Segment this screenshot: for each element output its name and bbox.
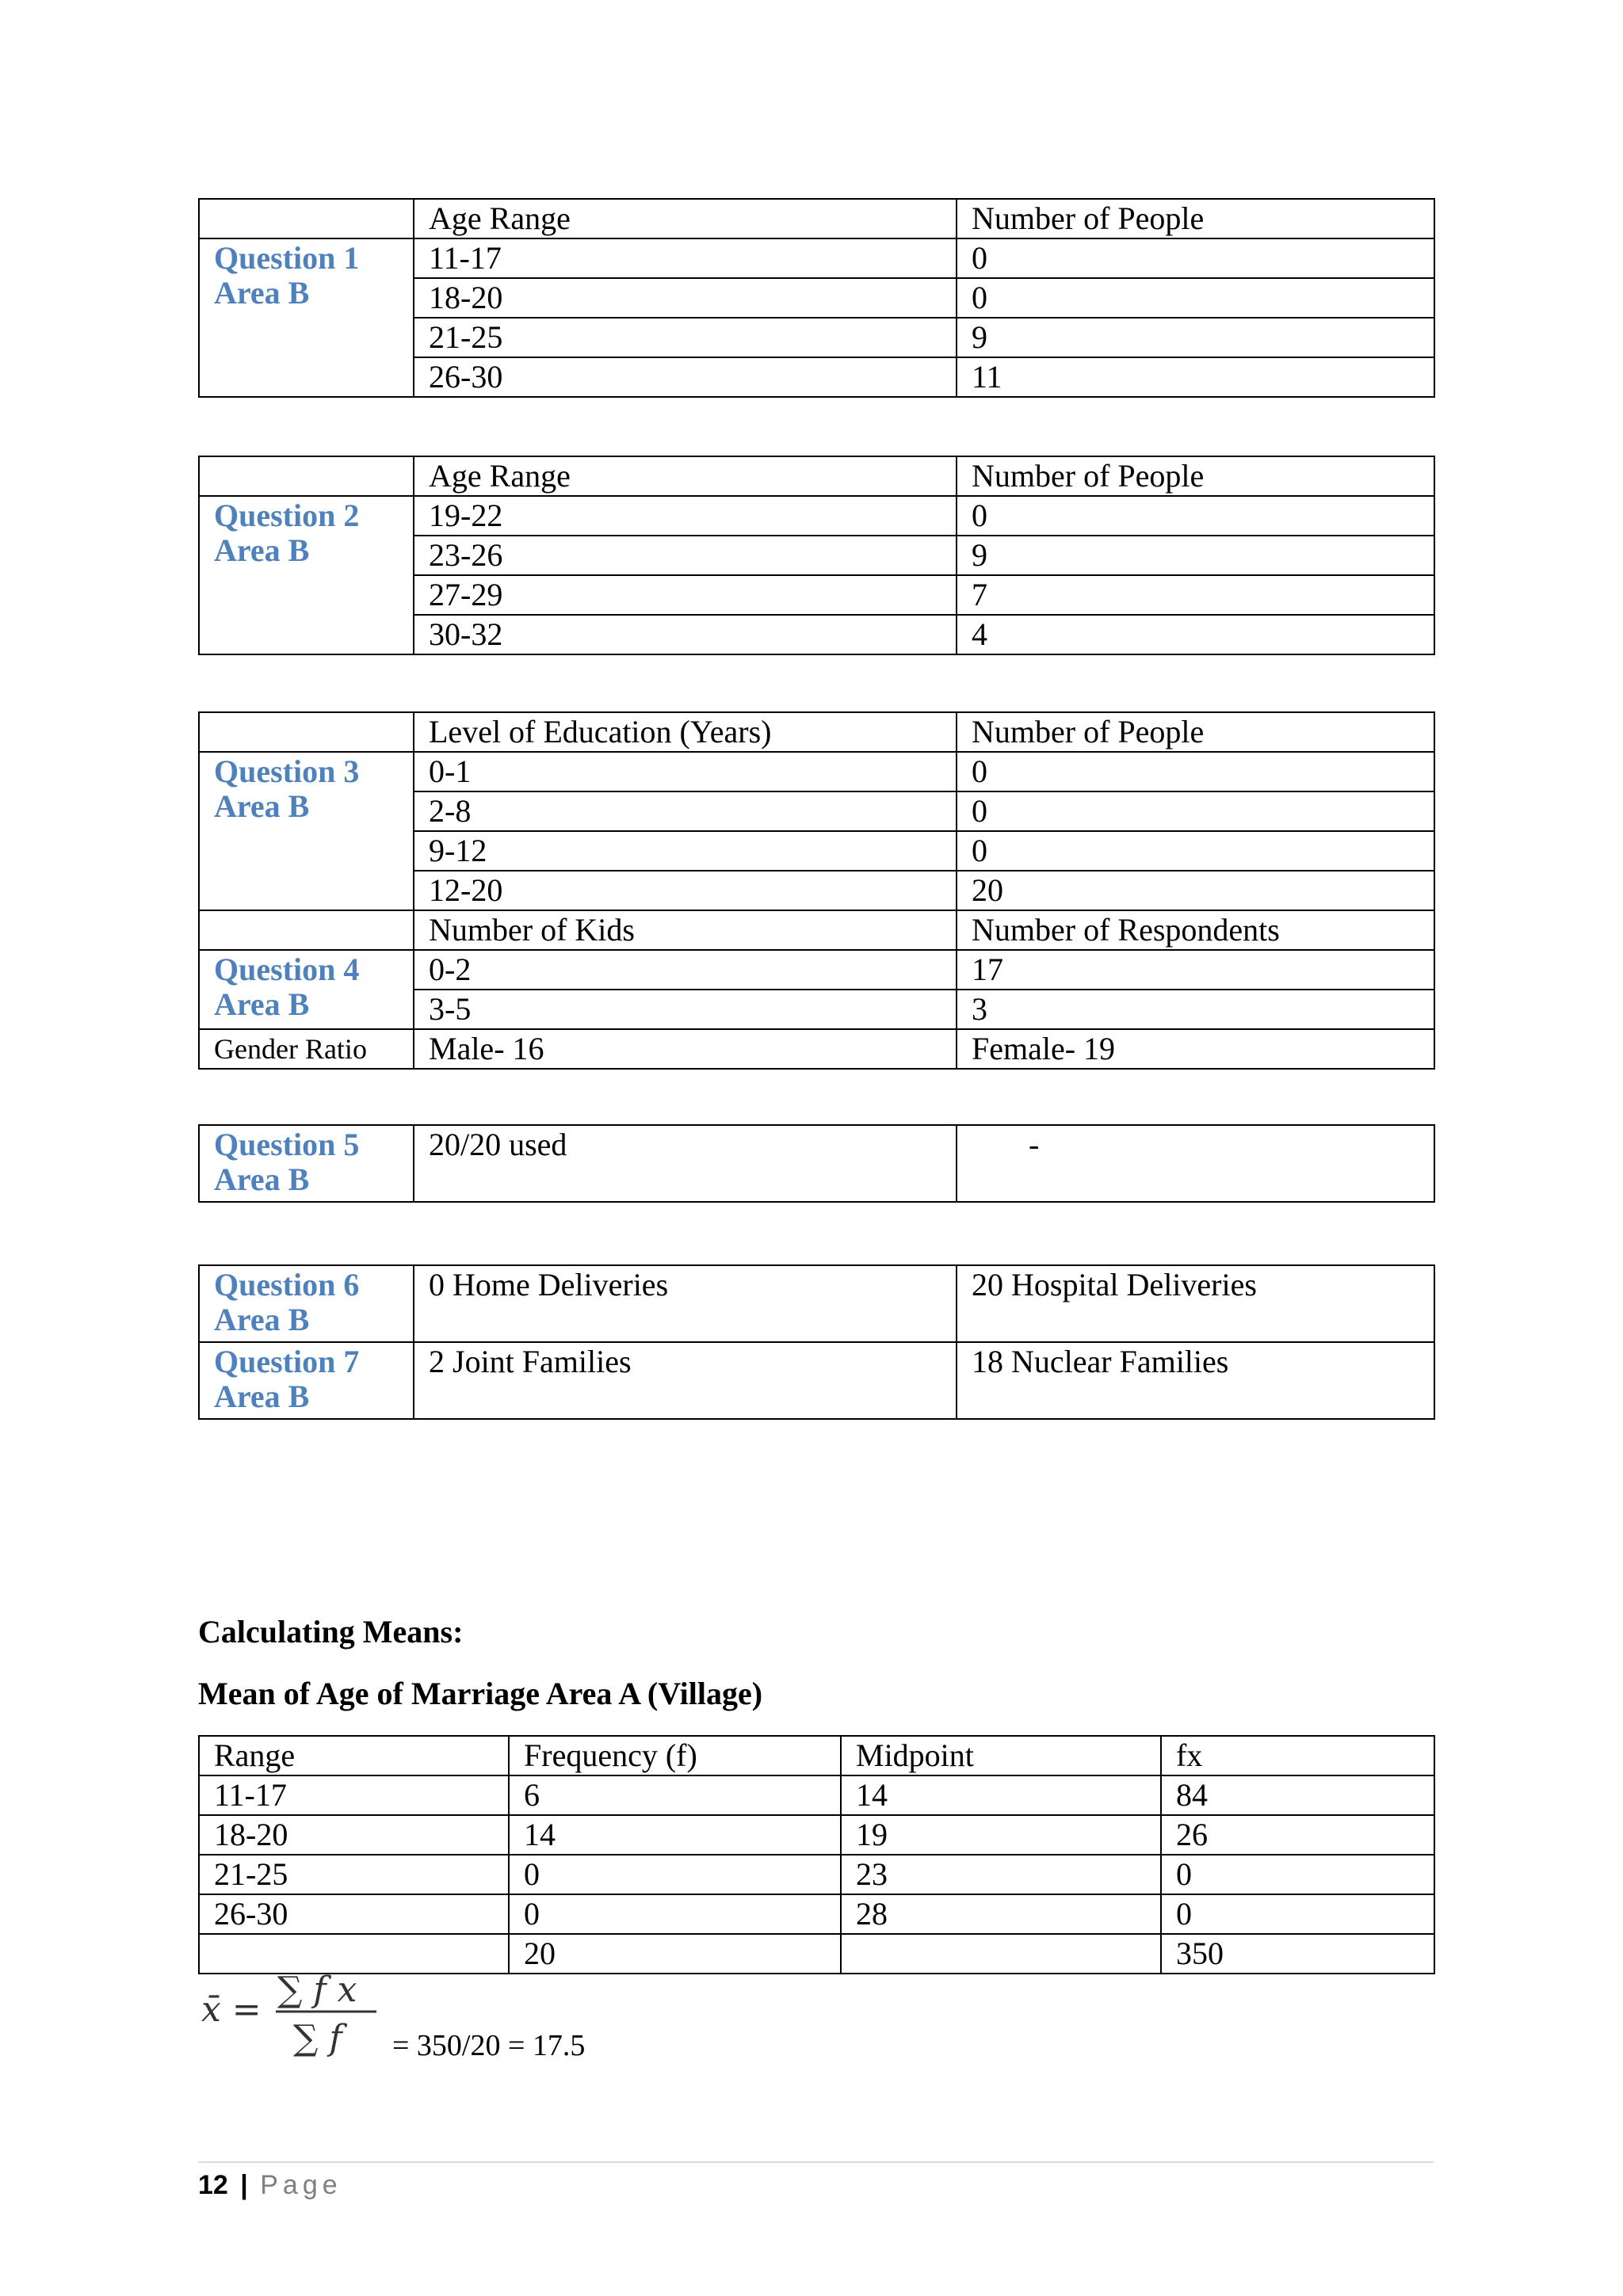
table-cell: 7 [957, 575, 1434, 615]
table-cell: 9-12 [414, 831, 957, 871]
table-row [199, 752, 1434, 791]
table-header-row [199, 456, 1434, 496]
footer-divider [198, 2161, 1434, 2163]
question-area: Area B [214, 1161, 310, 1197]
table-row [199, 1125, 1434, 1202]
table-cell: 0 [957, 791, 1434, 831]
table-cell: 0 [957, 831, 1434, 871]
formula-denominator: ∑ f [293, 2018, 342, 2058]
header-cell: Range [199, 1736, 509, 1775]
table-cell: 11-17 [414, 238, 957, 278]
table-cell: 0 [957, 238, 1434, 278]
table-header-row [199, 712, 1434, 752]
question-label [199, 238, 414, 397]
formula-numerator: ∑ f x [277, 1970, 357, 2010]
question-label [199, 1265, 414, 1342]
question-area: Area B [214, 1379, 310, 1414]
footer-separator: | [240, 2170, 248, 2200]
mean-heading: Mean of Age of Marriage Area A (Village) [198, 1676, 763, 1711]
question-area: Area B [214, 986, 310, 1022]
table-cell: 2 Joint Families [414, 1342, 957, 1419]
question-label [199, 950, 414, 1029]
table-cell: 27-29 [414, 575, 957, 615]
header-cell: Level of Education (Years) [414, 712, 957, 752]
table-cell: 26 [1161, 1815, 1434, 1855]
table-cell: 4 [957, 615, 1434, 654]
table-cell: 0 [1161, 1894, 1434, 1934]
question-number: Question 7 [214, 1344, 360, 1379]
header-cell: Number of Kids [414, 910, 957, 950]
question-3-4-table [198, 711, 1435, 1070]
table-cell: 350 [1161, 1934, 1434, 1974]
table-cell: 0 Home Deliveries [414, 1265, 957, 1342]
table-cell: 11-17 [199, 1775, 509, 1815]
question-6-7-table [198, 1264, 1435, 1420]
header-cell: Number of People [957, 199, 1434, 238]
question-label [199, 752, 414, 910]
question-area: Area B [214, 1302, 310, 1337]
table-row [199, 950, 1434, 990]
table-cell: 3-5 [414, 990, 957, 1029]
empty-cell [199, 199, 414, 238]
header-cell: Frequency (f) [509, 1736, 841, 1775]
table-cell: 19-22 [414, 496, 957, 536]
table-cell: 20 [509, 1934, 841, 1974]
table-row [199, 1029, 1434, 1069]
xbar-symbol: x̄ = [201, 1989, 262, 2030]
question-number: Question 6 [214, 1267, 360, 1302]
header-cell: Number of Respondents [957, 910, 1434, 950]
table-cell: 6 [509, 1775, 841, 1815]
gender-ratio-label: Gender Ratio [199, 1029, 414, 1069]
header-cell: Midpoint [841, 1736, 1161, 1775]
question-number: Question 5 [214, 1127, 360, 1162]
table-cell: 20/20 used [414, 1125, 957, 1202]
table-header-row [199, 199, 1434, 238]
table-cell [841, 1934, 1161, 1974]
question-5-table [198, 1124, 1435, 1203]
question-label [199, 496, 414, 654]
table-cell: 0-1 [414, 752, 957, 791]
table-row [199, 496, 1434, 536]
header-cell: Number of People [957, 456, 1434, 496]
table-row [199, 1265, 1434, 1342]
table-cell: 14 [509, 1815, 841, 1855]
table-row [199, 1775, 1434, 1815]
table-header-row [199, 1736, 1434, 1775]
table-cell: 18 Nuclear Families [957, 1342, 1434, 1419]
table-cell: 0 [509, 1894, 841, 1934]
empty-cell [199, 910, 414, 950]
table-cell: 26-30 [414, 357, 957, 397]
table-cell: 18-20 [414, 278, 957, 318]
table-cell: 28 [841, 1894, 1161, 1934]
question-number: Question 4 [214, 952, 360, 987]
table-cell: 20 [957, 871, 1434, 910]
table-cell: 0 [957, 496, 1434, 536]
question-area: Area B [214, 532, 310, 568]
question-area: Area B [214, 275, 310, 311]
table-cell: 23-26 [414, 536, 957, 575]
table-cell: 3 [957, 990, 1434, 1029]
page-footer [198, 2169, 342, 2201]
table-row [199, 1894, 1434, 1934]
table-row [199, 1342, 1434, 1419]
table-cell: 21-25 [414, 318, 957, 357]
mean-table [198, 1735, 1435, 1974]
empty-cell [199, 712, 414, 752]
table-cell: 17 [957, 950, 1434, 990]
question-area: Area B [214, 788, 310, 824]
table-cell: 0 [1161, 1855, 1434, 1894]
question-number: Question 1 [214, 240, 360, 276]
male-count: Male- 16 [414, 1029, 957, 1069]
table-cell: 2-8 [414, 791, 957, 831]
table-cell: 26-30 [199, 1894, 509, 1934]
header-cell: Age Range [414, 199, 957, 238]
header-cell: fx [1161, 1736, 1434, 1775]
table-cell: 11 [957, 357, 1434, 397]
table-cell: 20 Hospital Deliveries [957, 1265, 1434, 1342]
question-label [199, 1125, 414, 1202]
table-cell: 23 [841, 1855, 1161, 1894]
table-cell: 0 [509, 1855, 841, 1894]
header-cell: Age Range [414, 456, 957, 496]
question-number: Question 3 [214, 753, 360, 789]
question-label [199, 1342, 414, 1419]
table-cell: 9 [957, 536, 1434, 575]
table-row [199, 1815, 1434, 1855]
table-cell: 9 [957, 318, 1434, 357]
mean-formula [198, 1968, 674, 2063]
table-cell: 18-20 [199, 1815, 509, 1855]
table-header-row [199, 910, 1434, 950]
table-cell: 21-25 [199, 1855, 509, 1894]
header-cell: Number of People [957, 712, 1434, 752]
table-cell: 12-20 [414, 871, 957, 910]
empty-cell [199, 456, 414, 496]
formula-result: = 350/20 = 17.5 [392, 2029, 586, 2062]
table-row [199, 1855, 1434, 1894]
table-cell: 0 [957, 278, 1434, 318]
question-number: Question 2 [214, 498, 360, 533]
page-label: Page [260, 2170, 342, 2200]
table-cell: 0-2 [414, 950, 957, 990]
calculating-means-heading: Calculating Means: [198, 1614, 464, 1650]
table-cell: 19 [841, 1815, 1161, 1855]
page-number: 12 [198, 2170, 228, 2200]
question-2-table [198, 456, 1435, 655]
table-cell: 30-32 [414, 615, 957, 654]
female-count: Female- 19 [957, 1029, 1434, 1069]
table-cell: 84 [1161, 1775, 1434, 1815]
question-1-table [198, 198, 1435, 398]
table-cell: 0 [957, 752, 1434, 791]
table-cell: - [957, 1125, 1434, 1202]
table-row [199, 238, 1434, 278]
table-cell: 14 [841, 1775, 1161, 1815]
